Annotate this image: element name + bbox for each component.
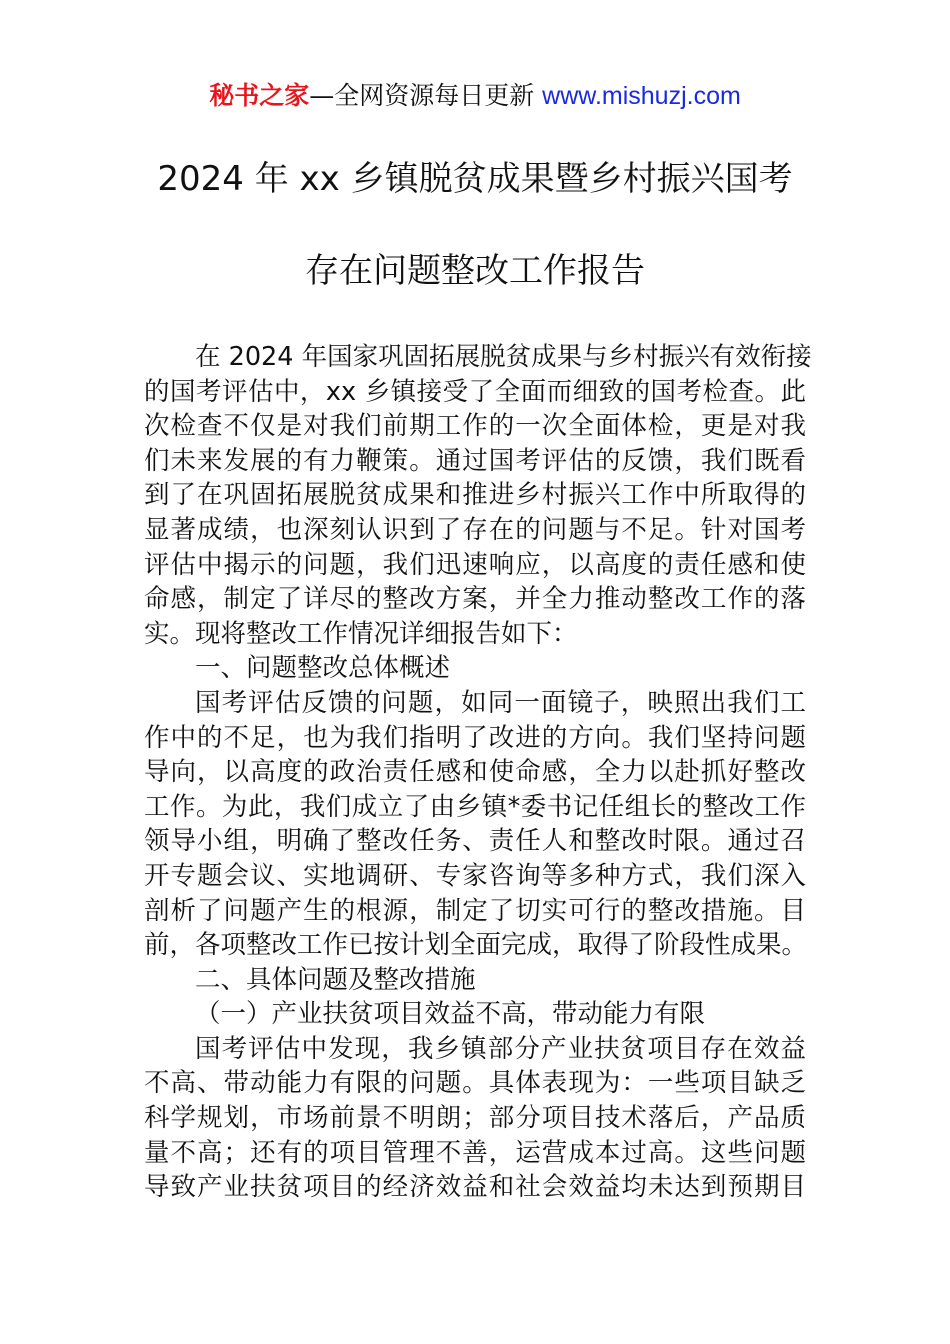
overview-paragraph: [144, 686, 806, 963]
section-heading-2: 二、具体问题及整改措施: [195, 964, 476, 995]
text-line: 们未来发展的有力鞭策。通过国考评估的反馈，我们既看: [144, 445, 806, 476]
text-line: 次检查不仅是对我们前期工作的一次全面体检，更是对我: [144, 411, 806, 442]
text-line: 实。现将整改工作情况详细报告如下：: [144, 618, 578, 649]
subsection-heading-1: （一）产业扶贫项目效益不高，带动能力有限: [195, 999, 706, 1030]
section-heading-1: 一、问题整改总体概述: [195, 653, 451, 684]
text-line: 国考评估中发现，我乡镇部分产业扶贫项目存在效益: [195, 1033, 806, 1064]
document-title-line-1: 2024 年 xx 乡镇脱贫成果暨乡村振兴国考: [157, 159, 793, 199]
text-line: 领导小组，明确了整改任务、责任人和整改时限。通过召: [144, 826, 806, 857]
text-line: 不高、带动能力有限的问题。具体表现为：一些项目缺乏: [144, 1068, 806, 1099]
text-line: 的国考评估中，xx 乡镇接受了全面而细致的国考检查。此: [144, 376, 806, 407]
intro-paragraph: [144, 340, 812, 651]
text-line: 国考评估反馈的问题，如同一面镜子，映照出我们工: [195, 687, 806, 718]
text-line: 导向，以高度的政治责任感和使命感，全力以赴抓好整改: [144, 757, 806, 788]
text-line: 命感，制定了详尽的整改方案，并全力推动整改工作的落: [144, 584, 806, 615]
text-line: 作中的不足，也为我们指明了改进的方向。我们坚持问题: [144, 722, 806, 753]
text-line: 工作。为此，我们成立了由乡镇*委书记任组长的整改工作: [144, 791, 806, 822]
text-line: 剖析了问题产生的根源，制定了切实可行的整改措施。目: [144, 895, 806, 926]
text-line: 前，各项整改工作已按计划全面完成，取得了阶段性成果。: [144, 930, 808, 961]
text-line: 显著成绩，也深刻认识到了存在的问题与不足。针对国考: [144, 514, 806, 545]
header-tagline: —全网资源每日更新: [309, 81, 543, 110]
issue-paragraph: [144, 1032, 806, 1205]
site-header: [0, 80, 950, 112]
text-line: 开专题会议、实地调研、专家咨询等多种方式，我们深入: [144, 860, 806, 891]
text-line: 量不高；还有的项目管理不善，运营成本过高。这些问题: [144, 1137, 806, 1168]
text-line: 科学规划，市场前景不明朗；部分项目技术落后，产品质: [144, 1103, 806, 1134]
text-line: 到了在巩固拓展脱贫成果和推进乡村振兴工作中所取得的: [144, 480, 806, 511]
text-line: 在 2024 年国家巩固拓展脱贫成果与乡村振兴有效衔接: [195, 342, 812, 372]
text-line: 评估中揭示的问题，我们迅速响应，以高度的责任感和使: [144, 549, 806, 580]
site-url-link[interactable]: www.mishuzj.com: [542, 82, 741, 110]
document-body: [144, 340, 812, 1205]
text-line: 导致产业扶贫项目的经济效益和社会效益均未达到预期目: [144, 1172, 806, 1203]
brand-name: 秘书之家: [209, 81, 310, 110]
document-title-line-2: 存在问题整改工作报告: [305, 251, 645, 291]
